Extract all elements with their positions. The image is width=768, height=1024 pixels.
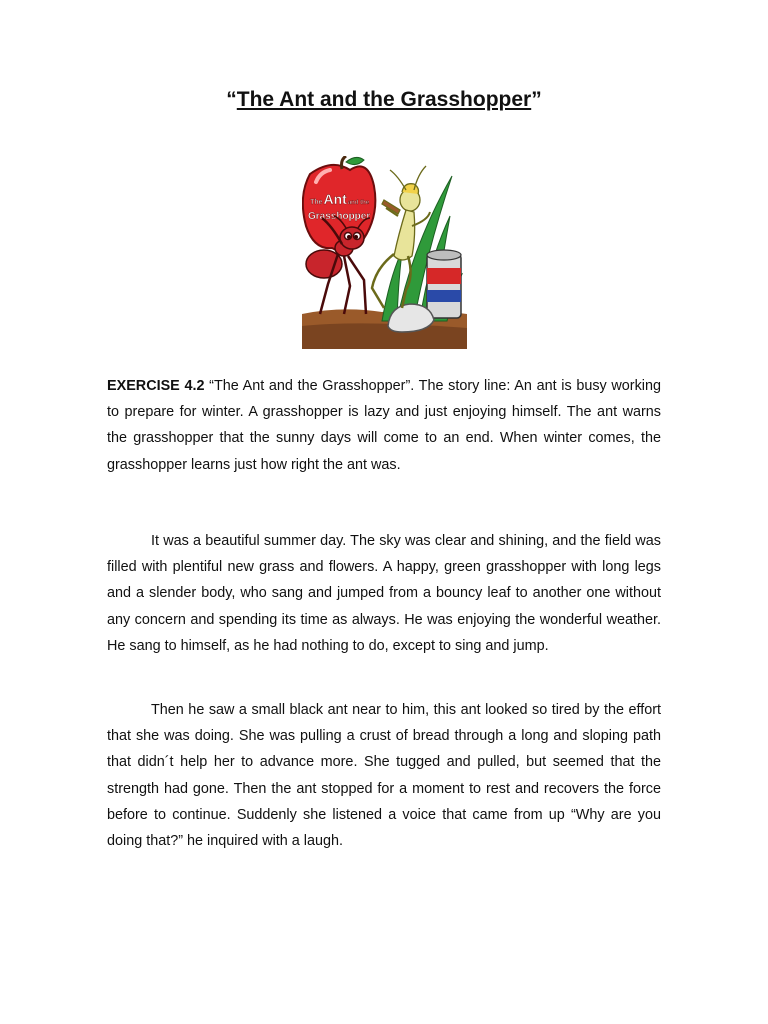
story-paragraph-2: Then he saw a small black ant near to him, this ant looked so tired by the effort that she was doing. She was pulling a crust of bread through a long and sloping path that didn´t help her to advance more. She tugged and pulled, but seemed that the strength had gone. Then the ant stopped for a moment to rest and recovers the force before to continue. Suddenly she listened a voice that came from up “Why are you doing that?” he inquired with a laugh. bbox=[107, 702, 661, 850]
can-icon bbox=[427, 250, 461, 318]
cover-text-ant: Ant bbox=[323, 191, 347, 207]
story-paragraph-1: It was a beautiful summer day. The sky was clear and shining, and the field was filled with plentiful new grass and flowers. A happy, green grasshopper with long legs and a slender body, who sang and jumped from a bouncy leaf to another one without any concern and spending its time as always. He was enjoying the wonderful weather. He sang to himself, as he had nothing to do, except to sing and jump. bbox=[107, 533, 661, 654]
cover-illustration bbox=[302, 156, 467, 349]
title-text: The Ant and the Grasshopper bbox=[236, 88, 532, 111]
cover-text-the: The bbox=[310, 199, 323, 206]
cover-text-andthe: and the bbox=[347, 200, 370, 206]
cover-text-line2: Grasshopper bbox=[308, 211, 371, 222]
title-open-quote: “ bbox=[226, 88, 237, 111]
title-close-quote: ” bbox=[531, 88, 542, 111]
exercise-label: EXERCISE 4.2 bbox=[107, 378, 205, 394]
exercise-paragraph bbox=[107, 373, 661, 478]
exercise-text: “The Ant and the Grasshopper”. The story line: An ant is busy working to prepare for winter. A grasshopper is lazy and just enjoying himself. The ant warns the grasshopper that the sunny days will come to an end. When winter comes, the grasshopper learns just how right the ant was. bbox=[107, 378, 661, 473]
document-title bbox=[0, 88, 768, 112]
